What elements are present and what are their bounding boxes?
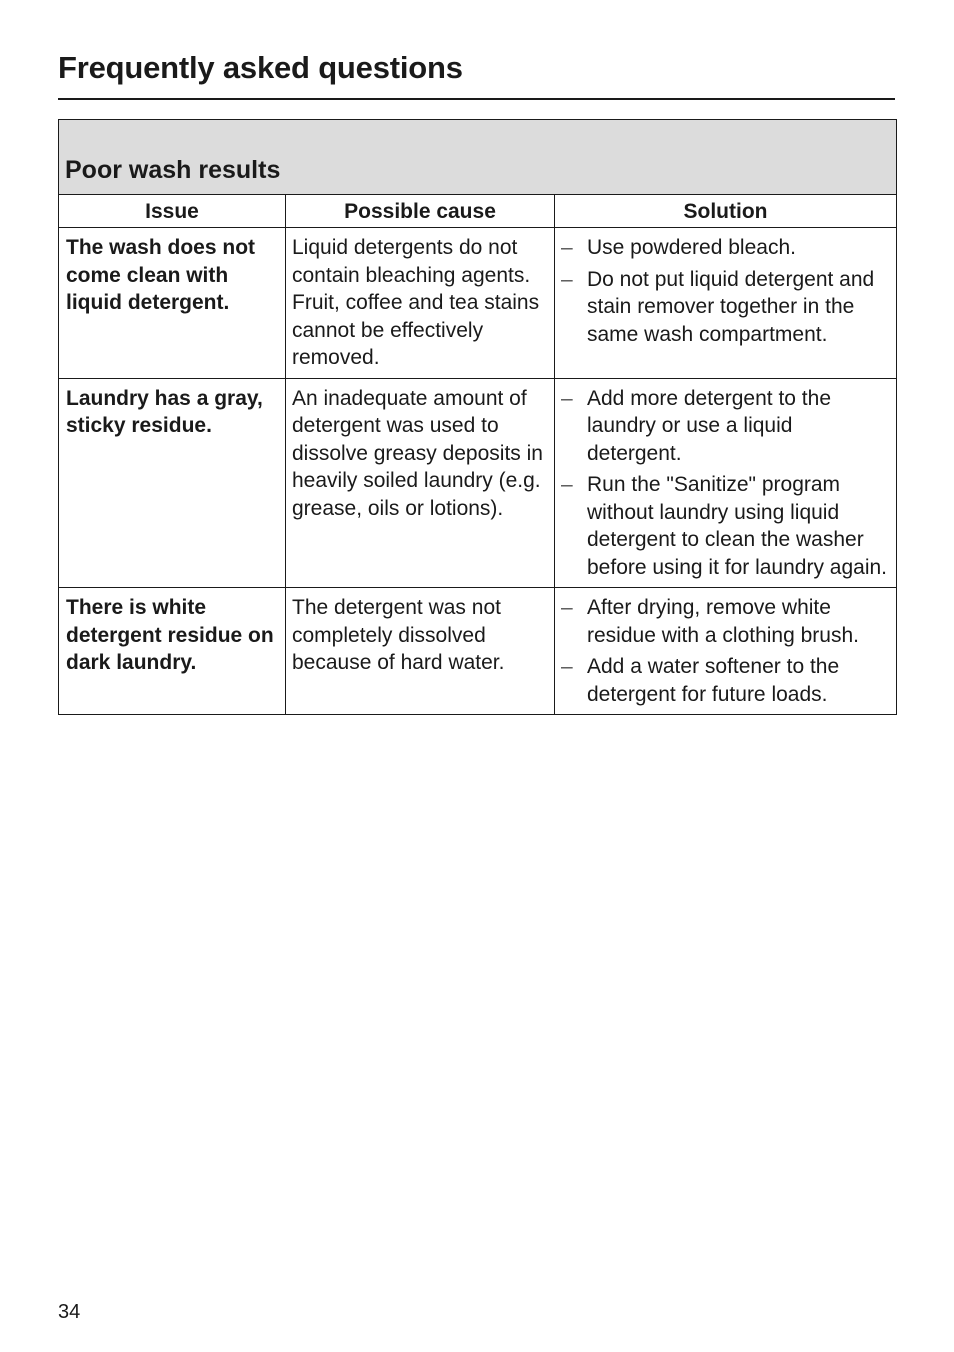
- dash-bullet: –: [561, 596, 573, 619]
- dash-bullet: –: [561, 386, 573, 410]
- page-title: Frequently asked questions: [58, 50, 463, 85]
- solution-list: [561, 234, 890, 348]
- table-row: [59, 588, 897, 715]
- column-header-cause: Possible cause: [286, 195, 555, 228]
- issue-cell: There is white detergent residue on dark laundry.: [59, 588, 286, 715]
- faq-table: [58, 119, 897, 715]
- solution-text: Run the "Sanitize" program without laundry using liquid detergent to clean the washer before using it for laundry again.: [587, 473, 888, 579]
- solution-text: After drying, remove white residue with a clothing brush.: [587, 596, 859, 647]
- solution-text: Add a water softener to the detergent for future loads.: [587, 655, 840, 706]
- dash-bullet: –: [561, 236, 573, 259]
- cause-cell: The detergent was not completely dissolved because of hard water.: [286, 588, 555, 715]
- solution-text: Use powdered bleach.: [587, 236, 796, 259]
- solution-text: Do not put liquid detergent and stain remover together in the same wash compartment.: [587, 267, 875, 346]
- solution-cell: [555, 378, 897, 588]
- column-header-solution: Solution: [555, 195, 897, 228]
- solution-cell: [555, 588, 897, 715]
- column-header-row: [59, 195, 897, 228]
- dash-bullet: –: [561, 267, 573, 291]
- solution-list: [561, 385, 890, 582]
- solution-text: Add more detergent to the laundry or use a liquid detergent.: [587, 386, 831, 465]
- table-row: [59, 378, 897, 588]
- dash-bullet: –: [561, 473, 573, 496]
- solution-item: [561, 234, 890, 262]
- issue-cell: Laundry has a gray, sticky residue.: [59, 378, 286, 588]
- page-number: 34: [58, 1301, 81, 1323]
- section-title: Poor wash results: [59, 120, 897, 195]
- solution-item: [561, 594, 890, 649]
- title-divider: [58, 98, 895, 100]
- cause-cell: An inadequate amount of detergent was used to dissolve greasy deposits in heavily soiled laundry (e.g. grease, oils or lotions).: [286, 378, 555, 588]
- section-header-row: [59, 120, 897, 195]
- solution-item: [561, 653, 890, 708]
- solution-item: [561, 471, 890, 581]
- table-row: [59, 228, 897, 379]
- column-header-issue: Issue: [59, 195, 286, 228]
- solution-cell: [555, 228, 897, 379]
- cause-cell: Liquid detergents do not contain bleaching agents. Fruit, coffee and tea stains cannot be effectively removed.: [286, 228, 555, 379]
- solution-item: [561, 266, 890, 349]
- dash-bullet: –: [561, 655, 573, 678]
- solution-list: [561, 594, 890, 708]
- issue-cell: The wash does not come clean with liquid detergent.: [59, 228, 286, 379]
- solution-item: [561, 385, 890, 468]
